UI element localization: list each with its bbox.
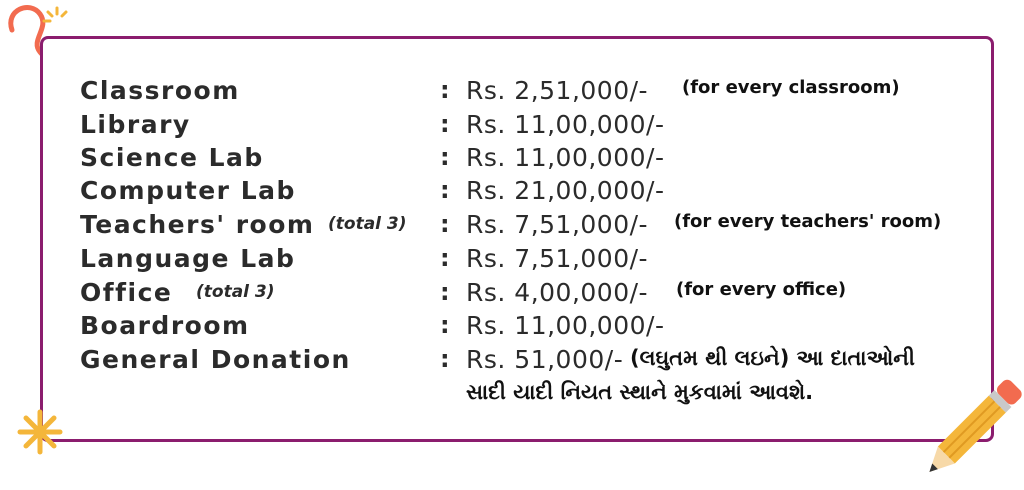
list-item <box>0 176 1024 208</box>
item-note: (for every teachers' room) <box>674 211 942 232</box>
separator-colon: : <box>440 311 450 339</box>
item-label: Science Lab <box>80 143 264 172</box>
item-amount: Rs. 11,00,000/- <box>466 311 665 340</box>
item-amount: Rs. 7,51,000/- <box>466 244 649 273</box>
item-amount: Rs. 51,000/- <box>466 345 624 374</box>
list-item <box>0 311 1024 343</box>
item-amount: Rs. 7,51,000/- <box>466 210 649 239</box>
item-amount: Rs. 21,00,000/- <box>466 176 665 205</box>
list-item <box>0 244 1024 276</box>
item-amount: Rs. 11,00,000/- <box>466 110 665 139</box>
separator-colon: : <box>440 278 450 306</box>
pencil-icon <box>914 372 1024 490</box>
list-item <box>0 345 1024 377</box>
separator-colon: : <box>440 143 450 171</box>
item-note: (for every classroom) <box>682 77 900 98</box>
asterisk-star-icon <box>16 408 64 456</box>
item-total: (total 3) <box>328 214 407 234</box>
item-note: (લઘુતમ થી લઇને) આ દાતાઓની <box>630 346 915 370</box>
item-label: Classroom <box>80 76 240 105</box>
list-item <box>0 210 1024 242</box>
list-item <box>0 143 1024 175</box>
separator-colon: : <box>440 244 450 272</box>
item-label: Teachers' room <box>80 210 315 239</box>
item-label: Language Lab <box>80 244 296 273</box>
separator-colon: : <box>440 76 450 104</box>
list-item <box>0 76 1024 108</box>
item-note: (for every office) <box>676 279 847 300</box>
item-label: Library <box>80 110 191 139</box>
separator-colon: : <box>440 176 450 204</box>
separator-colon: : <box>440 345 450 373</box>
sparkle-icon <box>40 4 74 38</box>
separator-colon: : <box>440 110 450 138</box>
item-amount: Rs. 2,51,000/- <box>466 76 649 105</box>
item-total: (total 3) <box>196 282 275 302</box>
item-label: Boardroom <box>80 311 250 340</box>
general-donation-note-line2: સાદી યાદી નિયત સ્થાને મુકવામાં આવશે. <box>466 380 814 404</box>
item-label: Computer Lab <box>80 176 296 205</box>
item-amount: Rs. 11,00,000/- <box>466 143 665 172</box>
item-label: General Donation <box>80 345 351 374</box>
item-amount: Rs. 4,00,000/- <box>466 278 649 307</box>
list-item <box>0 278 1024 310</box>
separator-colon: : <box>440 210 450 238</box>
list-item <box>0 110 1024 142</box>
item-label: Office <box>80 278 173 307</box>
